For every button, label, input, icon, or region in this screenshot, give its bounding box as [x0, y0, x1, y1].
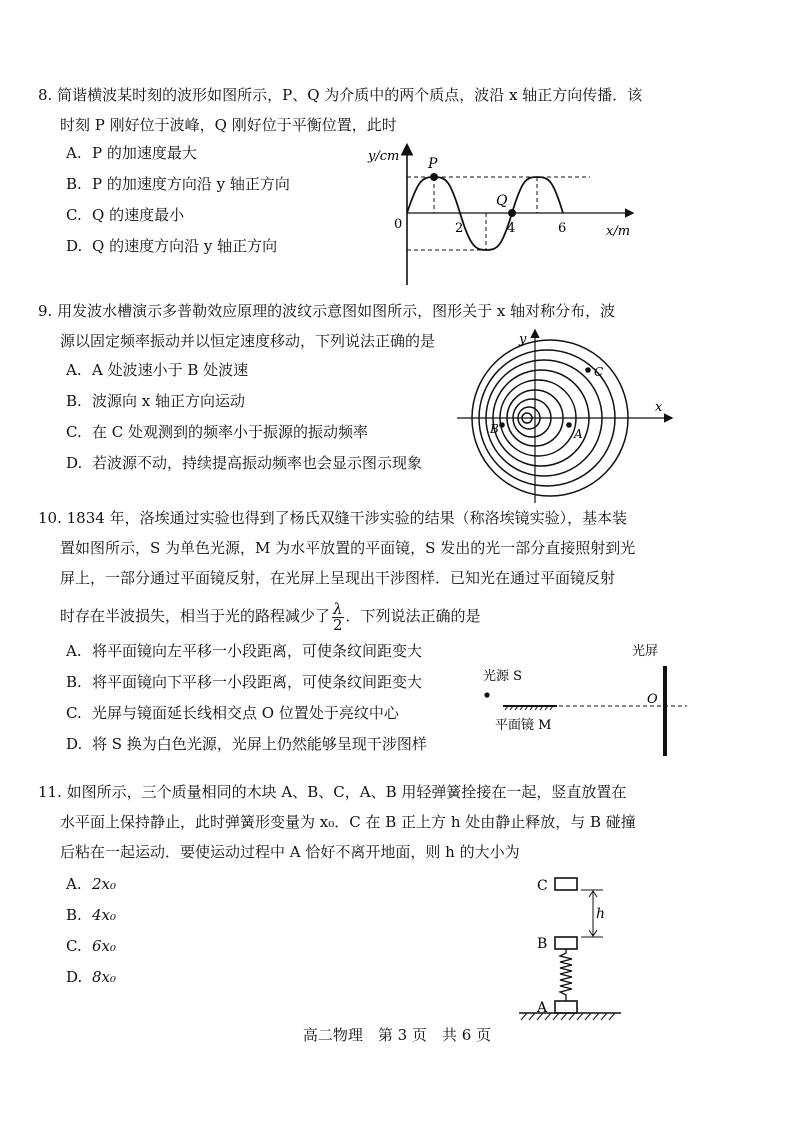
- q9-ripple-figure: [455, 325, 675, 505]
- q9-b-label: B: [490, 422, 499, 436]
- q9-point-c: [585, 367, 591, 373]
- q10-stem-line4: 时存在半波损失，相当于光的路程减少了 $\frac{\lambda}{2}$ ．下列说法正确的是: [60, 599, 481, 634]
- page-footer: 高二物理 第 3 页 共 6 页: [302, 1026, 492, 1044]
- q11-block-c: [555, 878, 577, 890]
- q8-x-axis-label: x/m: [606, 224, 631, 239]
- q8-option-a[interactable]: A. P 的加速度最大: [66, 144, 197, 162]
- q8-tick-2: 2: [455, 221, 464, 236]
- q8-y-axis-label: y/cm: [368, 149, 400, 164]
- q9-x-label: x: [655, 400, 663, 415]
- q8-tick-4: 4: [507, 221, 516, 236]
- q10-source-label: 光源 S: [483, 669, 523, 684]
- q11-h-label: h: [596, 906, 606, 922]
- q10-lloyd-mirror-figure: [475, 640, 690, 760]
- q11-ground-hatch: [521, 1013, 615, 1020]
- q11-stem-line1: 如图所示，三个质量相同的木块 A、B、C，A、B 用轻弹簧拴接在一起，竖直放置在: [66, 783, 627, 801]
- q9-option-b[interactable]: B. 波源向 x 轴正方向运动: [66, 392, 245, 410]
- q8-number: 8.: [38, 86, 53, 104]
- q11-option-c[interactable]: C. 6x₀: [66, 937, 117, 955]
- q10-fraction: $\frac{\lambda}{2}$: [333, 599, 343, 634]
- q11-b-label: B: [537, 936, 548, 952]
- q9-options: [66, 355, 422, 479]
- q10-options: [66, 636, 427, 760]
- q11-c-label: C: [537, 878, 548, 894]
- q10-option-a[interactable]: A. 将平面镜向左平移一小段距离，可使条纹间距变大: [66, 642, 423, 660]
- q9-number: 9.: [38, 302, 53, 320]
- q10-number: 10.: [38, 509, 62, 527]
- q10-stem-line3: 屏上，一部分通过平面镜反射，在光屏上呈现出干涉图样．已知光在通过平面镜反射: [60, 569, 616, 587]
- q8-option-c[interactable]: C. Q 的速度最小: [66, 206, 185, 224]
- q8-option-d[interactable]: D. Q 的速度方向沿 y 轴正方向: [66, 237, 278, 255]
- q10-screen-label: 光屏: [632, 644, 659, 659]
- q11-stem-line3: 后粘在一起运动．要使运动过程中 A 恰好不离开地面，则 h 的大小为: [60, 843, 520, 861]
- q11-option-d[interactable]: D. 8x₀: [66, 968, 117, 986]
- q11-option-a[interactable]: A. 2x₀: [66, 875, 117, 893]
- q11-block-a: [555, 1001, 577, 1013]
- q10-option-b[interactable]: B. 将平面镜向下平移一小段距离，可使条纹间距变大: [66, 673, 423, 691]
- q8-point-q: [508, 209, 516, 217]
- q8-q-label: Q: [496, 193, 508, 209]
- question-10: [38, 503, 698, 633]
- q9-c-label: C: [594, 365, 604, 379]
- q8-options: [66, 138, 290, 262]
- q9-option-d[interactable]: D. 若波源不动，持续提高振动频率也会显示图示现象: [66, 454, 423, 472]
- q10-o-label: O: [647, 692, 658, 707]
- q10-option-d[interactable]: D. 将 S 换为白色光源，光屏上仍然能够呈现干涉图样: [66, 735, 427, 753]
- q8-stem-line1: 简谐横波某时刻的波形如图所示，P、Q 为介质中的两个质点，波沿 x 轴正方向传播．该: [57, 86, 643, 104]
- q11-spring-blocks-figure: [515, 870, 630, 1028]
- q10-light-source: [484, 692, 489, 697]
- q8-p-label: P: [428, 156, 438, 172]
- q11-stem-line2: 水平面上保持静止，此时弹簧形变量为 x₀．C 在 B 正上方 h 处由静止释放，与 B 碰撞: [60, 813, 636, 831]
- q11-a-label: A: [537, 1000, 548, 1016]
- q11-options: [66, 869, 116, 993]
- q8-point-p: [430, 173, 438, 181]
- q10-option-c[interactable]: C. 光屏与镜面延长线相交点 O 位置处于亮纹中心: [66, 704, 399, 722]
- q8-tick-6: 6: [558, 221, 567, 236]
- question-8: [38, 80, 688, 140]
- q10-mirror-label: 平面镜 M: [495, 718, 552, 733]
- q9-y-label: y: [519, 332, 527, 347]
- q11-spring: [560, 949, 572, 1001]
- q9-stem-line2: 源以固定频率振动并以恒定速度移动，下列说法正确的是: [60, 332, 436, 350]
- q8-wave-figure: [360, 140, 640, 290]
- q9-a-label: A: [574, 427, 583, 441]
- q11-block-b: [555, 937, 577, 949]
- question-11: [38, 777, 698, 867]
- q9-stem-line1: 用发波水槽演示多普勒效应原理的波纹示意图如图所示，图形关于 x 轴对称分布，波: [57, 302, 616, 320]
- q8-option-b[interactable]: B. P 的加速度方向沿 y 轴正方向: [66, 175, 290, 193]
- q8-origin-label: 0: [394, 217, 403, 232]
- q10-stem-line2: 置如图所示，S 为单色光源，M 为水平放置的平面镜，S 发出的光一部分直接照射到光: [60, 539, 636, 557]
- q9-option-a[interactable]: A. A 处波速小于 B 处波速: [66, 361, 249, 379]
- q11-option-b[interactable]: B. 4x₀: [66, 906, 117, 924]
- q9-point-b: [499, 422, 505, 428]
- q10-stem-line1: 1834 年，洛埃通过实验也得到了杨氏双缝干涉实验的结果（称洛埃镜实验），基本装: [66, 509, 628, 527]
- q9-option-c[interactable]: C. 在 C 处观测到的频率小于振源的振动频率: [66, 423, 369, 441]
- q8-stem-line2: 时刻 P 刚好位于波峰，Q 刚好位于平衡位置，此时: [60, 116, 397, 134]
- q9-point-a: [566, 422, 572, 428]
- q11-number: 11.: [38, 783, 62, 801]
